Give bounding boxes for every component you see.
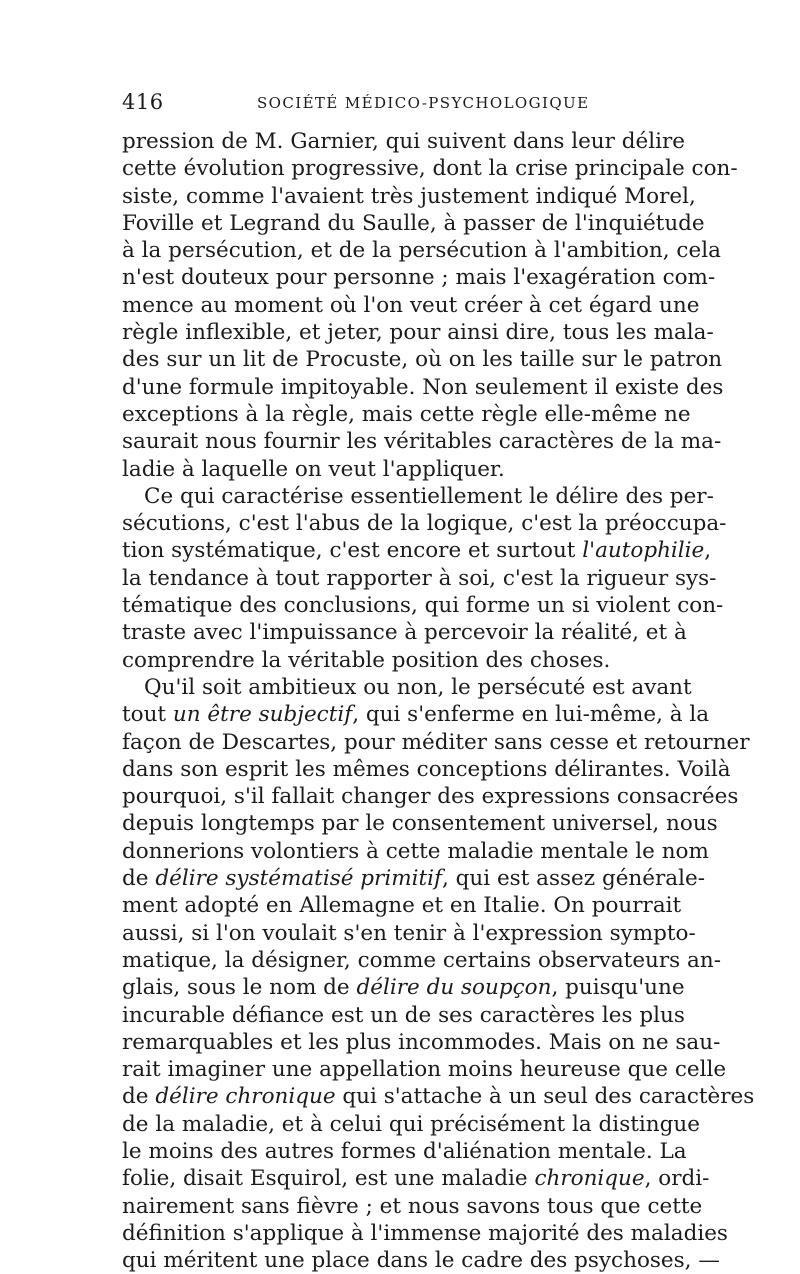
text-line: incurable défiance est un de ses caractères les plus xyxy=(122,1002,685,1028)
body-text xyxy=(122,128,755,1274)
text-line: exceptions à la règle, mais cette règle elle-même ne xyxy=(122,401,691,427)
text-line: remarquables et les plus incommodes. Mais on ne sau- xyxy=(122,1029,721,1055)
text-line: de délire systématisé primitif, qui est assez générale- xyxy=(122,866,705,892)
text-line: traste avec l'impuissance à percevoir la réalité, et à xyxy=(122,620,687,646)
text-line: cette évolution progressive, dont la crise principale con- xyxy=(122,156,738,182)
text-line: tion systématique, c'est encore et surtout l'autophilie, xyxy=(122,538,712,564)
text-line: règle inflexible, et jeter, pour ainsi dire, tous les mala- xyxy=(122,320,714,346)
text-line: la tendance à tout rapporter à soi, c'est la rigueur sys- xyxy=(122,565,717,591)
text-line: ladie à laquelle on veut l'appliquer. xyxy=(122,456,505,482)
text-line: de délire chronique qui s'attache à un seul des caractères xyxy=(122,1084,755,1110)
page-number: 416 xyxy=(122,90,164,114)
italic-term: chronique xyxy=(534,1166,645,1192)
italic-term: délire chronique xyxy=(155,1084,336,1110)
text-line: rait imaginer une appellation moins heureuse que celle xyxy=(122,1057,727,1083)
text-line: Foville et Legrand du Saulle, à passer de l'inquiétude xyxy=(122,210,705,236)
text-line: à la persécution, et de la persécution à l'ambition, cela xyxy=(122,238,721,264)
text-line: donnerions volontiers à cette maladie mentale le nom xyxy=(122,838,709,864)
text-line: folie, disait Esquirol, est une maladie chronique, ordi- xyxy=(122,1166,710,1192)
text-line: saurait nous fournir les véritables caractères de la ma- xyxy=(122,429,722,455)
text-line: sécutions, c'est l'abus de la logique, c'est la préoccupa- xyxy=(122,511,727,537)
italic-term: délire du soupçon xyxy=(356,975,552,1001)
text-line: ment adopté en Allemagne et en Italie. On pourrait xyxy=(122,893,682,919)
italic-term: un être subjectif xyxy=(172,702,353,728)
page-header xyxy=(122,90,682,120)
text-line: d'une formule impitoyable. Non seulement il existe des xyxy=(122,374,724,400)
text-line: aussi, si l'on voulait s'en tenir à l'expression sympto- xyxy=(122,920,696,946)
italic-term: l'autophilie xyxy=(582,538,705,564)
text-line: depuis longtemps par le consentement universel, nous xyxy=(122,811,718,837)
running-head: SOCIÉTÉ MÉDICO-PSYCHOLOGIQUE xyxy=(257,94,590,112)
text-line: définition s'applique à l'immense majorité des maladies xyxy=(122,1220,728,1246)
text-line: pression de M. Garnier, qui suivent dans leur délire xyxy=(122,129,685,154)
text-line: de la maladie, et à celui qui précisément la distingue xyxy=(122,1111,700,1137)
text-line: Ce qui caractérise essentiellement le délire des per- xyxy=(144,483,714,509)
text-line: glais, sous le nom de délire du soupçon, puisqu'une xyxy=(122,975,685,1001)
text-line: tématique des conclusions, qui forme un si violent con- xyxy=(122,593,724,619)
text-line: tout un être subjectif, qui s'enferme en lui-même, à la xyxy=(122,702,710,728)
text-line: dans son esprit les mêmes conceptions délirantes. Voilà xyxy=(122,756,731,782)
text-line: n'est douteux pour personne ; mais l'exagération com- xyxy=(122,265,716,291)
text-line: mence au moment où l'on veut créer à cet égard une xyxy=(122,292,700,318)
text-line: siste, comme l'avaient très justement indiqué Morel, xyxy=(122,183,696,209)
text-line: pourquoi, s'il fallait changer des expressions consacrées xyxy=(122,784,739,810)
text-line: comprendre la véritable position des choses. xyxy=(122,647,611,673)
italic-term: délire systématisé primitif xyxy=(155,866,442,892)
text-line: Qu'il soit ambitieux ou non, le persécuté est avant xyxy=(144,674,692,700)
text-line: façon de Descartes, pour méditer sans cesse et retourner xyxy=(122,729,750,755)
text-line: nairement sans fièvre ; et nous savons tous que cette xyxy=(122,1193,703,1219)
text-line: matique, la désigner, comme certains observateurs an- xyxy=(122,947,721,973)
text-line: le moins des autres formes d'aliénation mentale. La xyxy=(122,1138,687,1164)
text-line: des sur un lit de Procuste, où on les taille sur le patron xyxy=(122,347,723,373)
text-line: qui méritent une place dans le cadre des psychoses, — xyxy=(122,1248,720,1274)
